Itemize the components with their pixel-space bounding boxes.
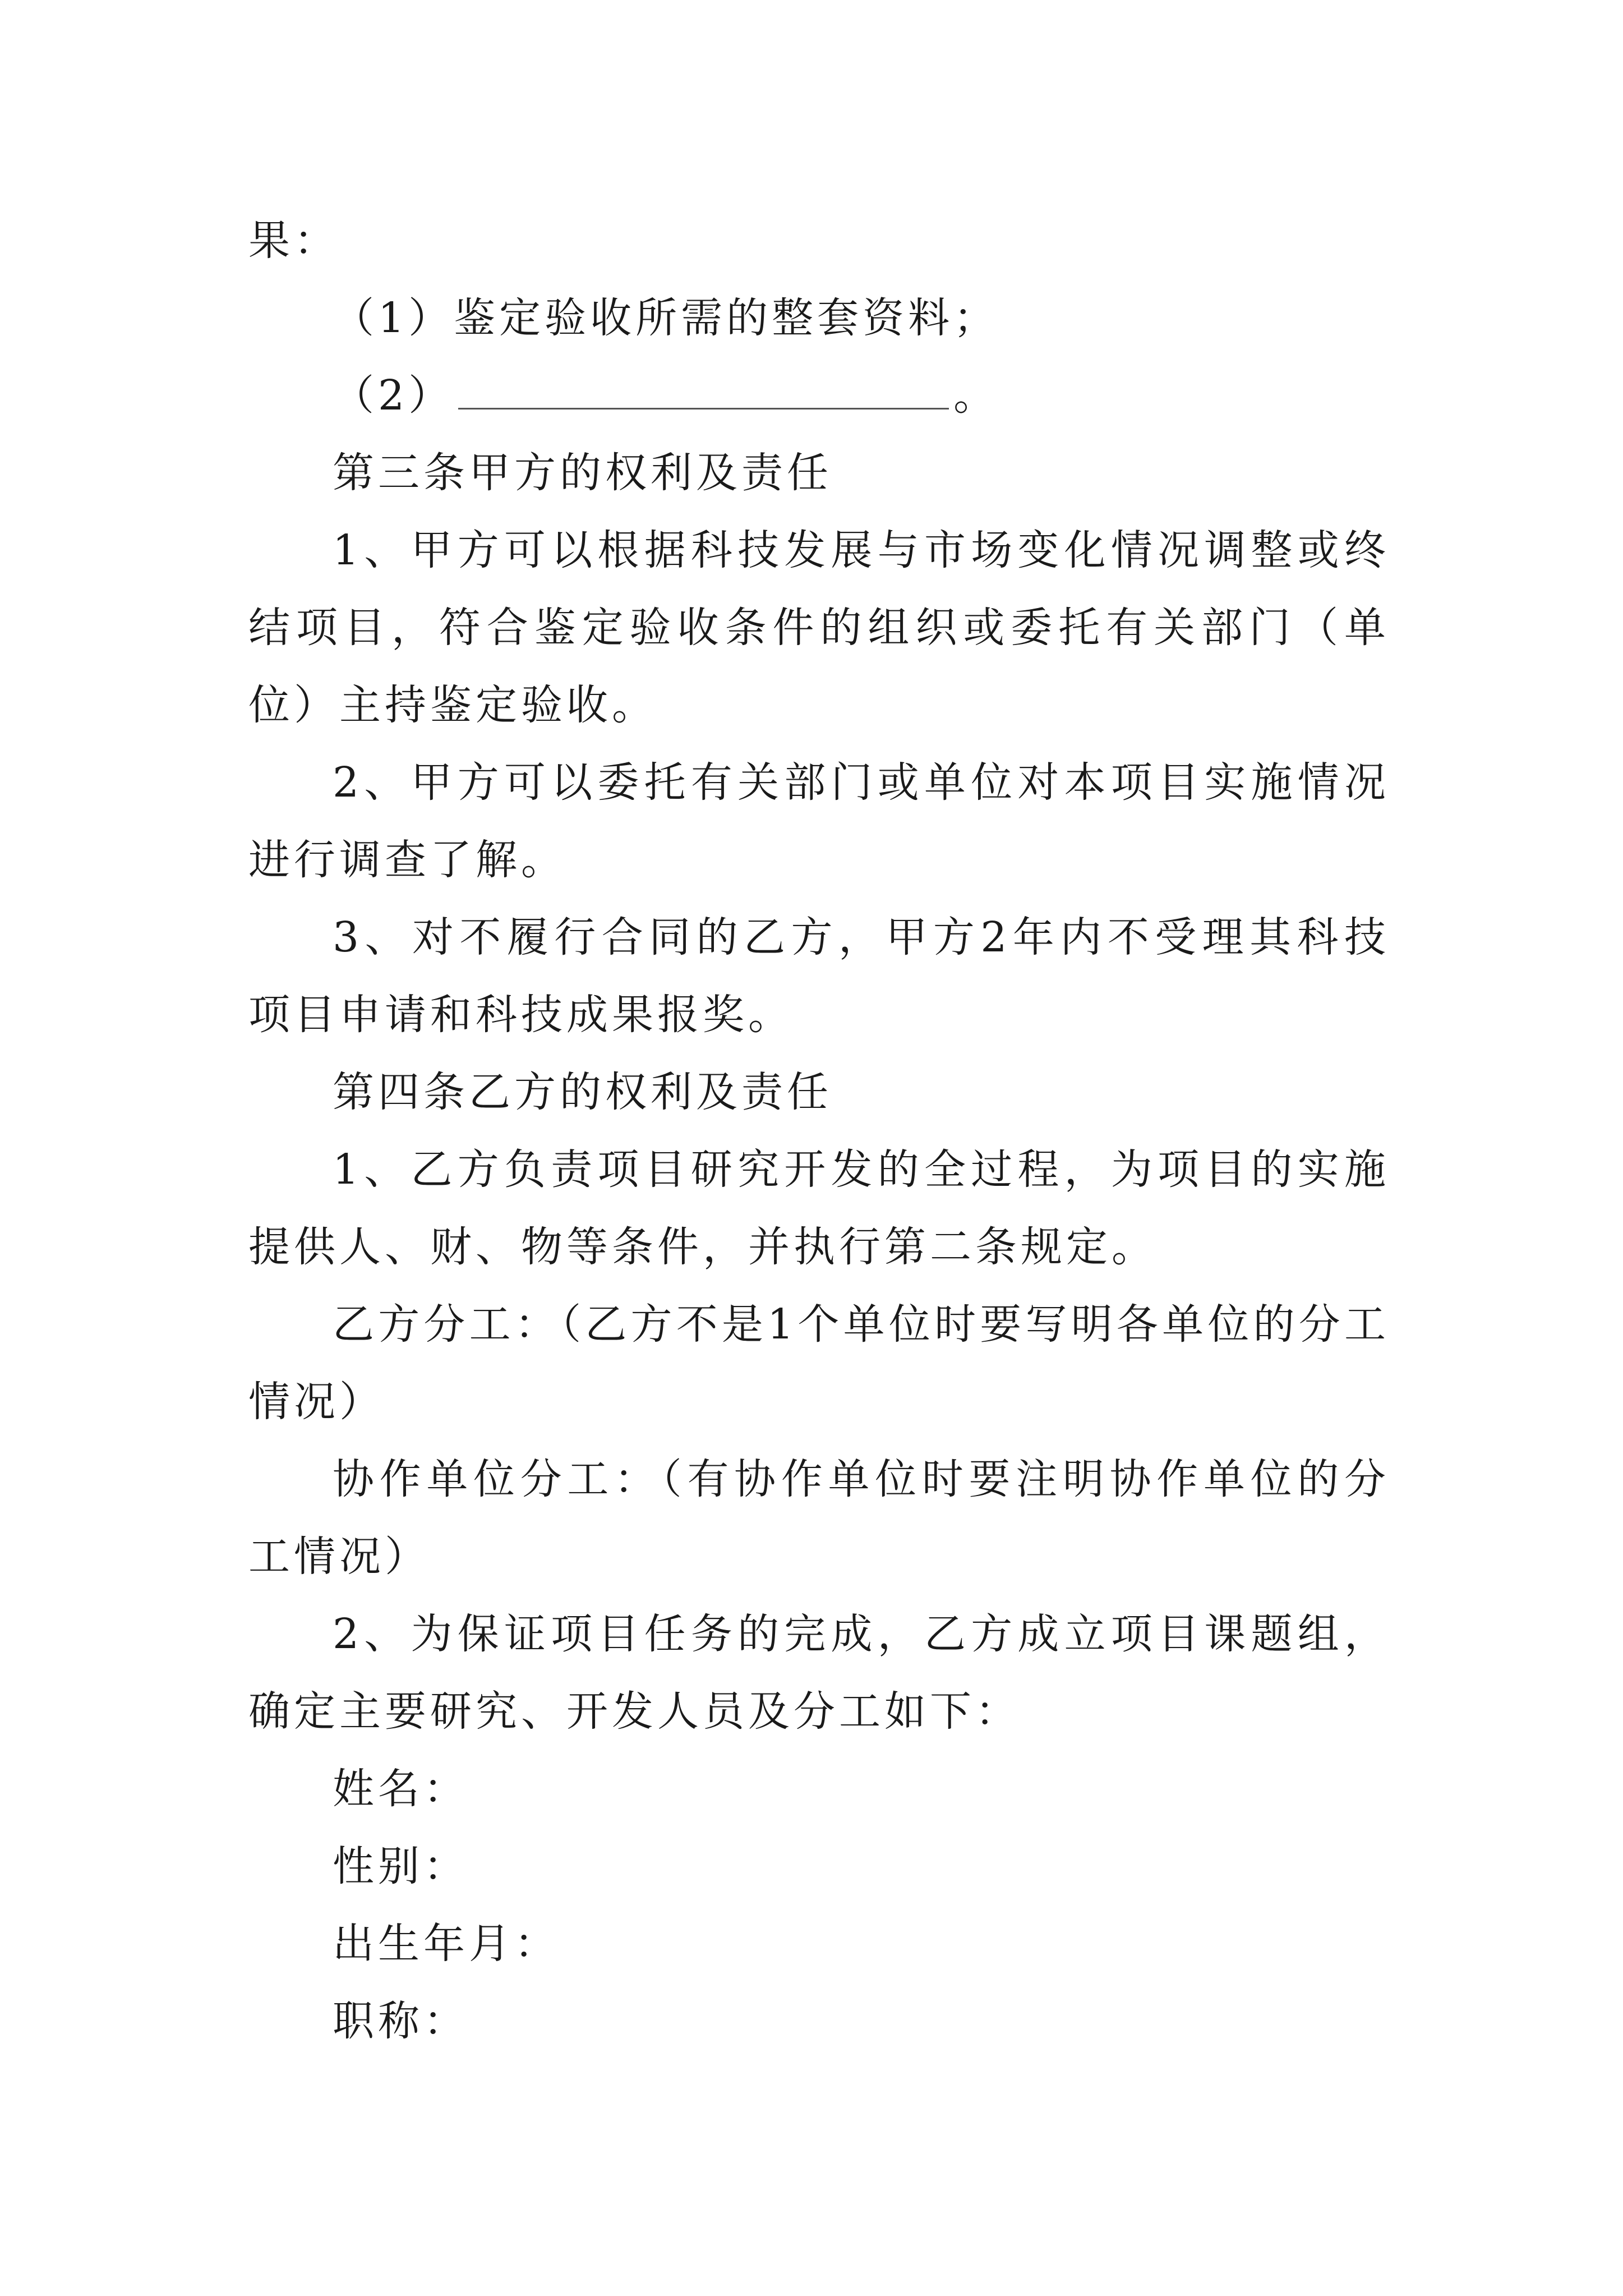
field-gender: 性别：	[333, 1842, 469, 1890]
article-4-heading: 第四条乙方的权利及责任	[333, 1068, 832, 1116]
list-item-2-label: （2）	[333, 371, 454, 420]
article-3-heading: 第三条甲方的权利及责任	[333, 449, 832, 497]
fill-in-blank	[458, 373, 949, 409]
list-item-2-suffix: 。	[953, 371, 999, 420]
article-4-clause-2: 2、为保证项目任务的完成，乙方成立项目课题组，确定主要研究、开发人员及分工如下：	[248, 1610, 1390, 1736]
field-birth-date: 出生年月：	[333, 1920, 560, 1968]
list-item-1: （1）鉴定验收所需的整套资料；	[333, 294, 999, 342]
article-4-clause-1: 1、乙方负责项目研究开发的全过程，为项目的实施提供人、财、物等条件，并执行第二条规定。	[248, 1145, 1390, 1271]
article-3-clause-2: 2、甲方可以委托有关部门或单位对本项目实施情况进行调查了解。	[248, 758, 1390, 884]
party-b-division: 乙方分工：（乙方不是1个单位时要写明各单位的分工情况）	[248, 1300, 1390, 1426]
field-name: 姓名：	[333, 1765, 469, 1813]
field-title: 职称：	[333, 1997, 469, 2045]
article-3-clause-1: 1、甲方可以根据科技发展与市场变化情况调整或终结项目，符合鉴定验收条件的组织或委托有关部门（单位）主持鉴定验收。	[248, 526, 1390, 729]
list-item-2	[248, 357, 1390, 434]
article-3-clause-3: 3、对不履行合同的乙方，甲方2年内不受理其科技项目申请和科技成果报奖。	[248, 913, 1390, 1039]
paragraph-continuation: 果：	[248, 217, 339, 265]
document-body	[248, 202, 1390, 2060]
cooperating-unit-division: 协作单位分工：（有协作单位时要注明协作单位的分工情况）	[248, 1455, 1390, 1581]
